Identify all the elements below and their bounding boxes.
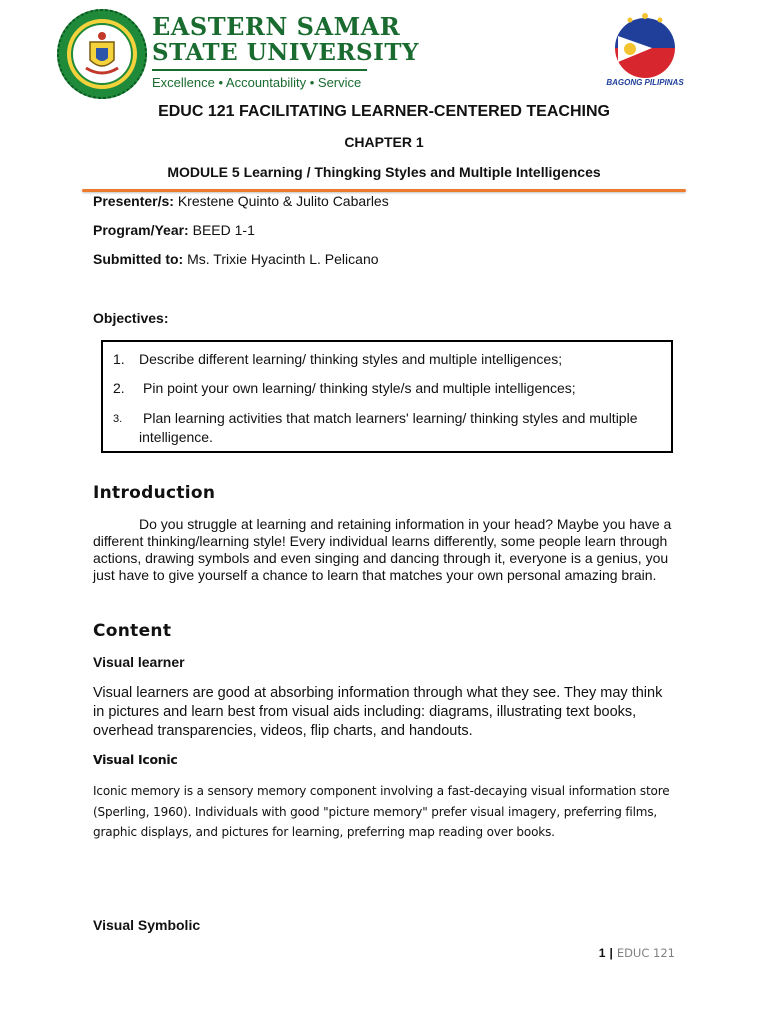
presenter-line [93, 193, 389, 209]
header-logos [0, 0, 768, 100]
page-number: 1 [598, 946, 606, 960]
bagong-pilipinas-text: BAGONG PILIPINAS [606, 78, 684, 87]
introduction-paragraph: Do you struggle at learning and retaining information in your head? Maybe you have a different thinking/learning style! Every individual learns differently, some people learn through actions, drawing symbols and even singing and dancing through it, everyone is a genius, you just have to give yourself a chance to learn that matches your own personal amazing brain. [93, 516, 672, 583]
header-divider [82, 189, 686, 192]
university-name-line2: STATE UNIVERSITY [152, 39, 419, 66]
introduction-heading: Introduction [93, 483, 216, 503]
presenter-value: Krestene Quinto & Julito Cabarles [173, 193, 389, 209]
objective-number: 3. [113, 413, 123, 425]
visual-symbolic-heading: Visual Symbolic [93, 917, 201, 933]
objective-number: 2. [113, 380, 125, 396]
module-title: MODULE 5 Learning / Thingking Styles and Multiple Intelligences [167, 164, 601, 180]
university-name-underline [152, 69, 367, 71]
submitted-value: Ms. Trixie Hyacinth L. Pelicano [183, 251, 379, 267]
visual-learner-paragraph: Visual learners are good at absorbing information through what they see. They may think in pictures and learn best from visual aids including: diagrams, illustrating text books, overhead transparencies, videos, flip charts, and handouts. [93, 685, 663, 739]
objective-text: Pin point your own learning/ thinking style/s and multiple intelligences; [143, 380, 576, 396]
chapter-title: CHAPTER 1 [344, 134, 424, 150]
university-motto: Excellence • Accountability • Service [152, 75, 362, 90]
university-name-line1: EASTERN SAMAR [152, 12, 401, 41]
program-value: BEED 1-1 [188, 222, 255, 238]
footer-course-code: EDUC 121 [616, 946, 675, 960]
objectives-label: Objectives: [93, 310, 169, 326]
objective-text: Describe different learning/ thinking styles and multiple intelligences; [139, 351, 563, 367]
visual-iconic-paragraph: Iconic memory is a sensory memory component involving a fast-decaying visual information store (Sperling, 1960). Individuals with good "picture memory" prefer visual imagery, preferring films, graphic displays, and pictures for learning, preferring map reading over books. [93, 784, 670, 840]
university-seal-icon [56, 8, 148, 100]
visual-learner-heading: Visual learner [93, 654, 185, 670]
course-title: EDUC 121 FACILITATING LEARNER-CENTERED TEACHING [158, 103, 610, 120]
submitted-label: Submitted to: [93, 251, 184, 267]
content-heading: Content [93, 621, 172, 641]
page-footer [560, 946, 675, 960]
university-name-block [152, 12, 419, 90]
objectives-box [101, 340, 673, 453]
objective-item [113, 409, 653, 447]
objective-number: 1. [113, 351, 125, 367]
program-line [93, 222, 255, 238]
program-label: Program/Year: [93, 222, 189, 238]
visual-iconic-heading: Visual Iconic [93, 752, 178, 767]
objective-text: Plan learning activities that match learners' learning/ thinking styles and multiple intelligence. [139, 410, 638, 445]
footer-separator: | [609, 946, 613, 960]
presenter-label: Presenter/s: [93, 193, 174, 209]
submitted-line [93, 251, 379, 267]
